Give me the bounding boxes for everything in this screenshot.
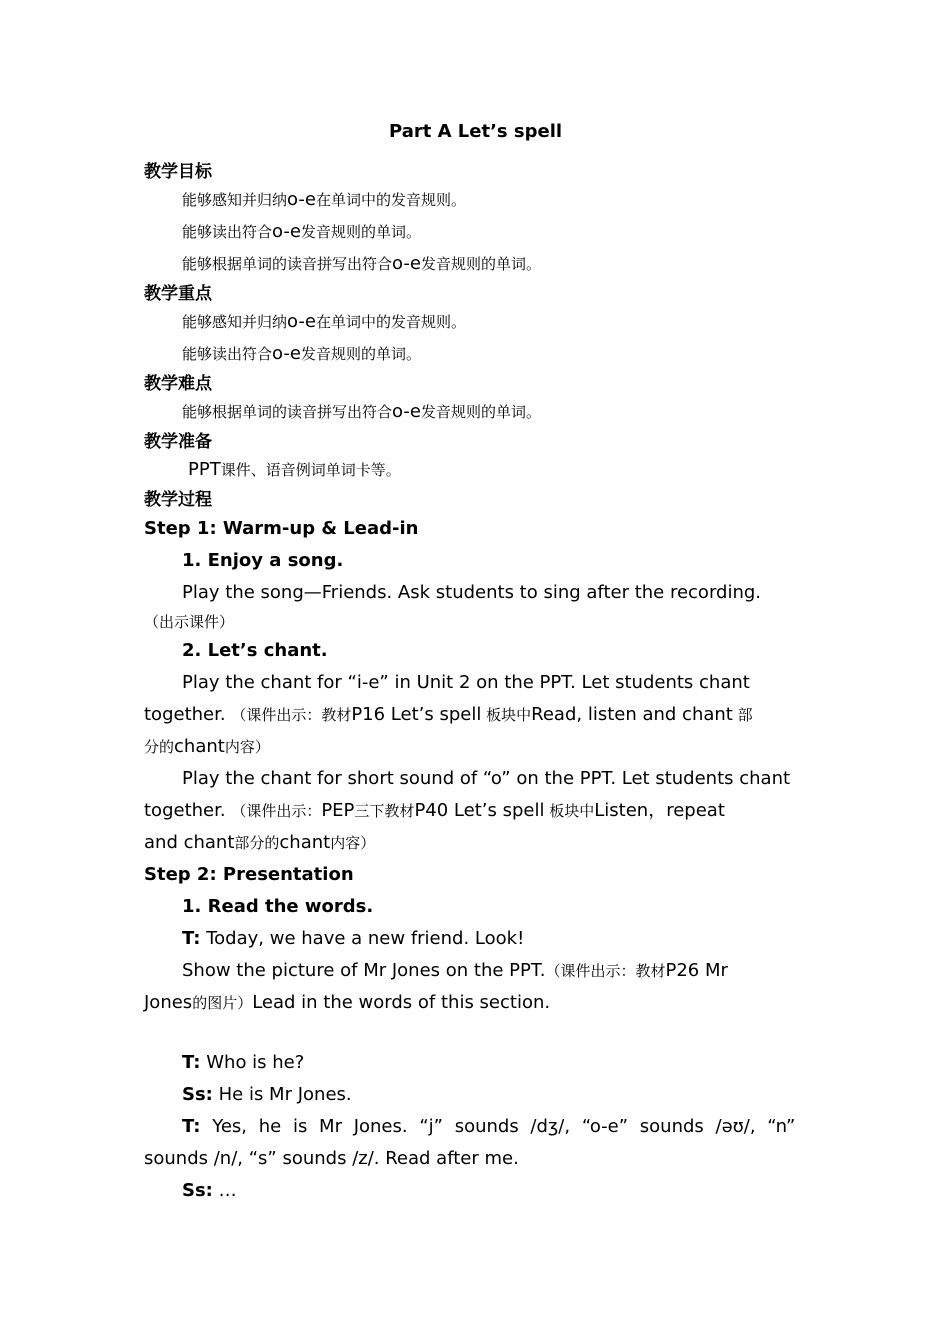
- step2-sub1-heading: 1. Read the words.: [182, 896, 374, 917]
- dialogue-line: T: Yes, he is Mr Jones. “j” sounds /dʒ/, “o-e” sounds /əʊ/, “n”: [182, 1116, 796, 1137]
- section-heading-key-points: 教学重点: [144, 284, 212, 304]
- dialogue-line: T: Today, we have a new friend. Look!: [182, 928, 525, 949]
- goal-item: 能够根据单词的读音拼写出符合o-e发音规则的单词。: [182, 253, 541, 274]
- chant-paragraph-2-line1: Play the chant for short sound of “o” on the PPT. Let students chant: [182, 768, 791, 789]
- preparation-item: PPT课件、语音例词单词卡等。: [188, 459, 401, 480]
- show-picture-line1: Show the picture of Mr Jones on the PPT.（课件出示：教材P26 Mr: [182, 960, 728, 981]
- step1-heading: Step 1: Warm-up & Lead-in: [144, 518, 419, 539]
- dialogue-line-continuation: sounds /n/, “s” sounds /z/. Read after me.: [144, 1148, 519, 1169]
- chant-paragraph-1-line1: Play the chant for “i-e” in Unit 2 on the PPT. Let students chant: [182, 672, 750, 693]
- section-heading-goals: 教学目标: [144, 162, 212, 182]
- chant-paragraph-1-line2: together. （课件出示：教材P16 Let’s spell 板块中Read, listen and chant 部: [144, 704, 753, 725]
- step1-sub1-text: Play the song—Friends. Ask students to sing after the recording.: [182, 582, 762, 603]
- chant-paragraph-2-line3: and chant部分的chant内容）: [144, 832, 376, 853]
- step2-heading: Step 2: Presentation: [144, 864, 354, 885]
- page-title: Part A Let’s spell: [389, 121, 563, 142]
- step1-sub2-heading: 2. Let’s chant.: [182, 640, 328, 661]
- goal-item: 能够感知并归纳o-e在单词中的发音规则。: [182, 189, 466, 210]
- key-point-item: 能够读出符合o-e发音规则的单词。: [182, 343, 421, 364]
- step1-sub1-note: （出示课件）: [144, 613, 235, 631]
- step1-sub1-heading: 1. Enjoy a song.: [182, 550, 344, 571]
- chant-paragraph-1-line3: 分的chant内容）: [144, 736, 270, 757]
- section-heading-process: 教学过程: [144, 490, 212, 510]
- section-heading-preparation: 教学准备: [144, 432, 212, 452]
- goal-item: 能够读出符合o-e发音规则的单词。: [182, 221, 421, 242]
- dialogue-line: Ss: …: [182, 1180, 237, 1201]
- difficulty-item: 能够根据单词的读音拼写出符合o-e发音规则的单词。: [182, 401, 541, 422]
- key-point-item: 能够感知并归纳o-e在单词中的发音规则。: [182, 311, 466, 332]
- dialogue-line: T: Who is he?: [182, 1052, 305, 1073]
- show-picture-line2: Jones的图片）Lead in the words of this section.: [144, 992, 551, 1013]
- chant-paragraph-2-line2: together. （课件出示：PEP三下教材P40 Let’s spell 板块中Listen，repeat: [144, 800, 725, 821]
- dialogue-line: Ss: He is Mr Jones.: [182, 1084, 352, 1105]
- section-heading-difficulties: 教学难点: [144, 374, 212, 394]
